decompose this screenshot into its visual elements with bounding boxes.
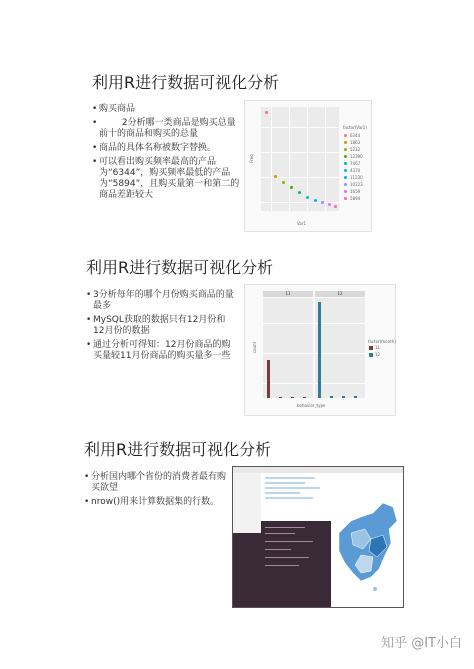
bullet: • nrow()用来计算数据集的行数。 (84, 497, 232, 508)
bar-11 (267, 360, 270, 398)
scatter-point (314, 199, 317, 202)
bullet: • 通过分析可得知：12月份商品的购买量较11月份商品的购买量多一些 (86, 340, 234, 362)
ide-editor-pane (261, 473, 331, 521)
legend-item: 11 (375, 345, 381, 350)
watermark: 知乎 @IT小白 (381, 636, 462, 651)
slide-2-bullets (86, 290, 234, 365)
scatter-point (306, 196, 309, 199)
scatter-point (265, 111, 268, 114)
legend-title: factor(Var1) (343, 125, 367, 130)
facet-plot-11 (263, 298, 313, 398)
slide-1-bullets (92, 104, 240, 204)
bullet: • 购买商品 (92, 104, 240, 115)
facet-plot-12 (315, 298, 365, 398)
scatter-point (290, 186, 293, 189)
legend-title: factor(month) (368, 339, 396, 344)
bar-12 (330, 396, 333, 398)
scatter-point (274, 175, 277, 178)
china-map (331, 473, 403, 607)
slide-2-title: 利用R进行数据可视化分析 (86, 258, 274, 277)
slide-2-chart-panel (244, 284, 396, 416)
scatter-point (334, 205, 337, 208)
bullet: • 2分析哪一类商品是购买总量前十的商品和购买的总量 (92, 118, 240, 140)
scatter-point (298, 191, 301, 194)
scatter-point (282, 181, 285, 184)
slide-1-title: 利用R进行数据可视化分析 (92, 73, 280, 92)
scatter-point (321, 201, 324, 204)
x-axis-label: Var1 (297, 221, 307, 226)
bullet: • MySQL获取的数据只有12月份和12月份的数据 (86, 315, 234, 337)
slide-3-bullets (84, 472, 232, 511)
ide-files-pane (233, 473, 261, 533)
bar-11 (291, 397, 294, 398)
bar-12 (342, 396, 345, 398)
ide-console-output (261, 521, 331, 607)
ide-plot-pane (331, 473, 403, 607)
bar-12 (354, 396, 357, 398)
facet-strip-12: 12 (315, 291, 365, 297)
scatter-point (328, 203, 331, 206)
slide-3-title: 利用R进行数据可视化分析 (84, 440, 272, 459)
y-axis-label: count (252, 341, 258, 354)
rstudio-screenshot (232, 466, 404, 608)
facet-strip-11: 11 (263, 291, 313, 297)
x-axis-label: behavior_type (297, 403, 326, 408)
slide-1-chart-panel: Freq Var1 factor(Var1) 6344 1863 5232 12390 7467 4370 11230 10223 1659 5894 (244, 100, 372, 232)
bar-11 (279, 397, 282, 398)
scatter-plot-area (261, 107, 339, 211)
y-axis-label: Freq (248, 154, 254, 163)
bar-12 (318, 302, 321, 398)
legend-item: 12 (375, 352, 381, 357)
bullet: • 商品的具体名称被数字替换。 (92, 143, 240, 154)
bullet: • 分析国内哪个省份的消费者最有购买欲望 (84, 472, 232, 494)
bar-11 (303, 397, 306, 398)
bullet: • 可以看出购买频率最高的产品为“6344”，购买频率最低的产品为“5894”，且购买量第一和第二的商品差距较大 (92, 157, 240, 201)
bullet: • 3分析每年的哪个月份购买商品的量最多 (86, 290, 234, 312)
ide-console-pane (233, 533, 261, 607)
